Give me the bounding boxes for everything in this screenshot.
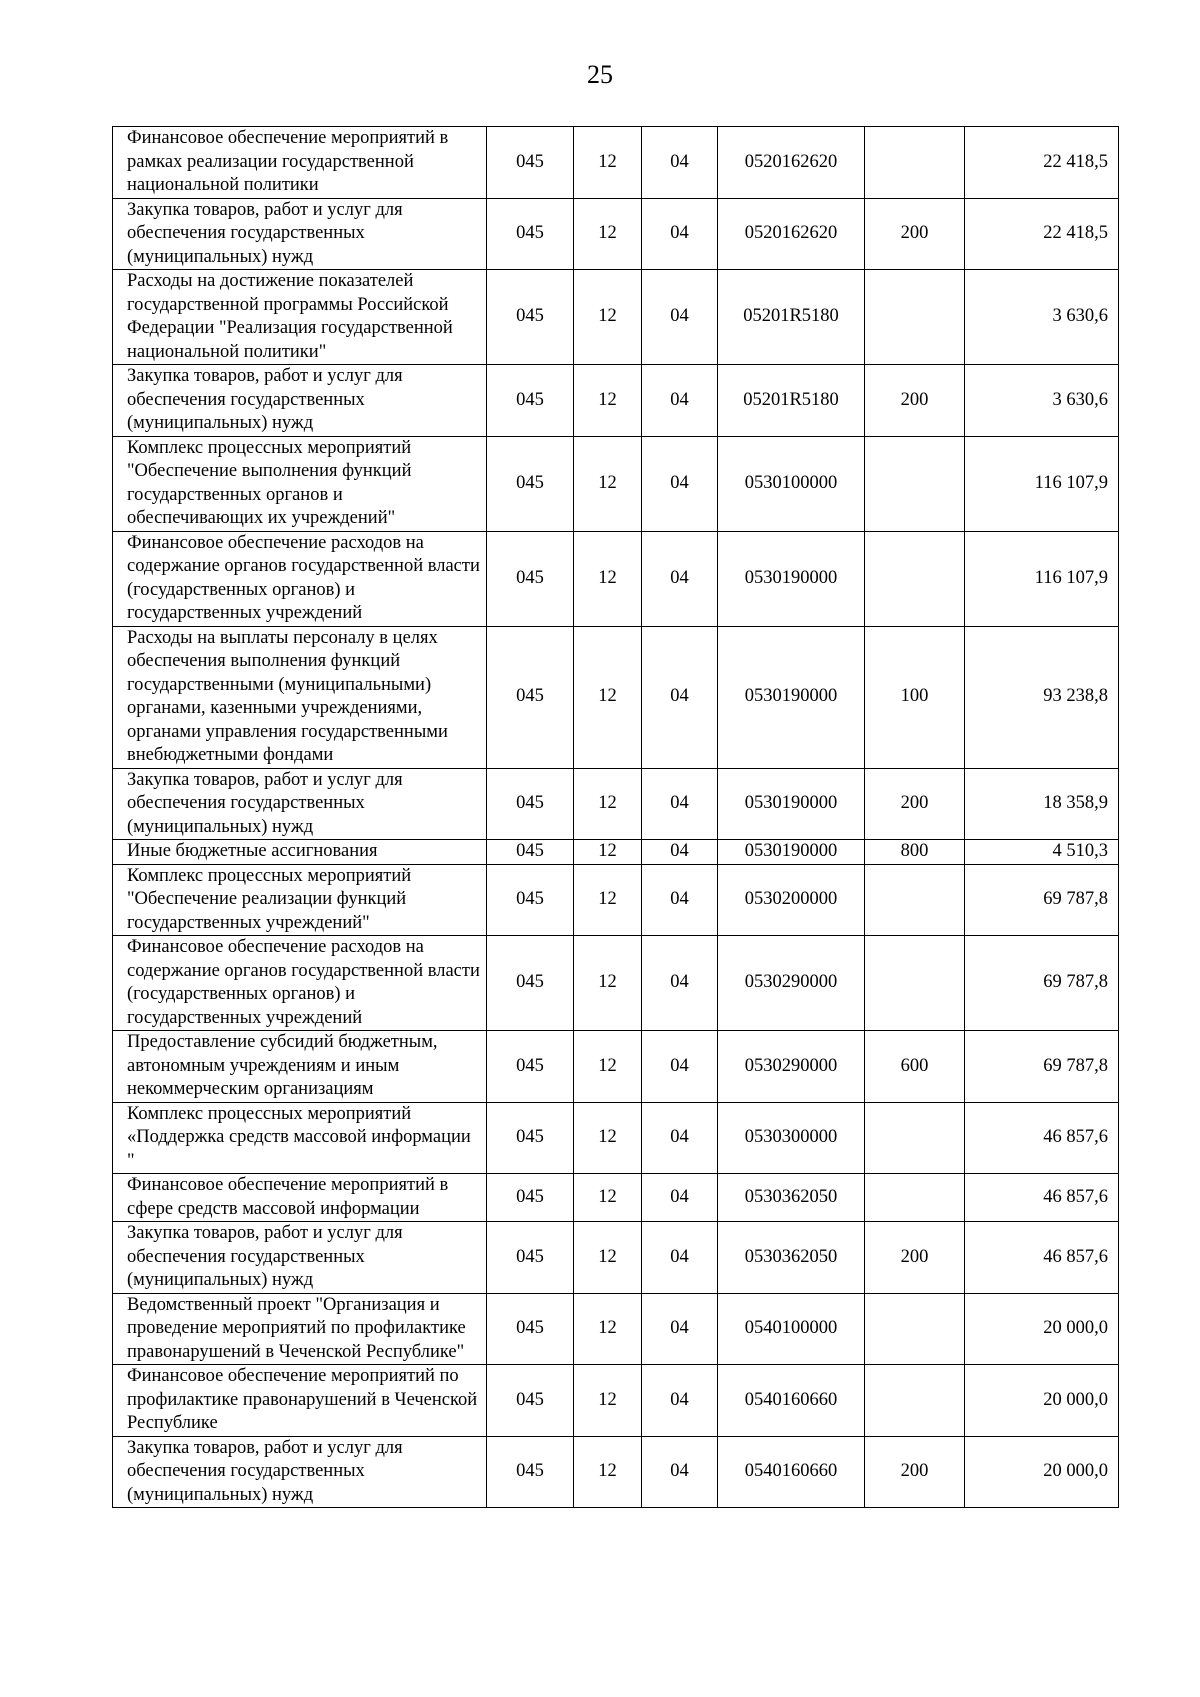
amount-cell: 93 238,8	[965, 626, 1119, 768]
budget-table	[112, 126, 1119, 1508]
subsection-code-cell: 04	[642, 768, 718, 840]
table-row	[113, 127, 1119, 199]
ministry-code-cell: 045	[487, 198, 574, 270]
amount-cell: 20 000,0	[965, 1365, 1119, 1437]
ministry-code-cell: 045	[487, 1102, 574, 1174]
expense-type-cell: 200	[865, 198, 965, 270]
page-number: 25	[587, 60, 613, 89]
table-row	[113, 1174, 1119, 1222]
target-article-cell: 0530190000	[718, 840, 865, 865]
expense-type-cell: 600	[865, 1031, 965, 1103]
expense-name-cell: Расходы на достижение показателей государственной программы Российской Федерации "Реализация государственной национальной политики"	[113, 270, 487, 365]
expense-name-cell: Финансовое обеспечение мероприятий по профилактике правонарушений в Чеченской Республике	[113, 1365, 487, 1437]
expense-name-cell: Финансовое обеспечение расходов на содержание органов государственной власти (государственных органов) и государственных учреждений	[113, 936, 487, 1031]
table-row	[113, 1031, 1119, 1103]
subsection-code-cell: 04	[642, 1031, 718, 1103]
amount-cell: 69 787,8	[965, 1031, 1119, 1103]
subsection-code-cell: 04	[642, 864, 718, 936]
target-article-cell: 0530200000	[718, 864, 865, 936]
expense-name-cell: Комплекс процессных мероприятий "Обеспечение выполнения функций государственных органов и обеспечивающих их учреждений"	[113, 436, 487, 531]
section-code-cell: 12	[574, 840, 642, 865]
expense-type-cell	[865, 127, 965, 199]
target-article-cell: 0530190000	[718, 531, 865, 626]
expense-name-cell: Комплекс процессных мероприятий "Обеспечение реализации функций государственных учреждений"	[113, 864, 487, 936]
expense-name-cell: Закупка товаров, работ и услуг для обеспечения государственных (муниципальных) нужд	[113, 768, 487, 840]
table-row	[113, 626, 1119, 768]
table-row	[113, 936, 1119, 1031]
target-article-cell: 0540160660	[718, 1365, 865, 1437]
section-code-cell: 12	[574, 198, 642, 270]
subsection-code-cell: 04	[642, 127, 718, 199]
target-article-cell: 05201R5180	[718, 365, 865, 437]
ministry-code-cell: 045	[487, 864, 574, 936]
table-row	[113, 1436, 1119, 1508]
subsection-code-cell: 04	[642, 436, 718, 531]
budget-table-body	[113, 127, 1119, 1508]
expense-type-cell	[865, 1102, 965, 1174]
subsection-code-cell: 04	[642, 531, 718, 626]
amount-cell: 46 857,6	[965, 1102, 1119, 1174]
target-article-cell: 0530100000	[718, 436, 865, 531]
amount-cell: 46 857,6	[965, 1222, 1119, 1294]
table-row	[113, 1102, 1119, 1174]
target-article-cell: 0530290000	[718, 1031, 865, 1103]
amount-cell: 3 630,6	[965, 270, 1119, 365]
expense-name-cell: Финансовое обеспечение мероприятий в сфере средств массовой информации	[113, 1174, 487, 1222]
expense-type-cell	[865, 270, 965, 365]
expense-name-cell: Иные бюджетные ассигнования	[113, 840, 487, 865]
expense-type-cell: 200	[865, 1436, 965, 1508]
subsection-code-cell: 04	[642, 270, 718, 365]
ministry-code-cell: 045	[487, 1436, 574, 1508]
section-code-cell: 12	[574, 936, 642, 1031]
ministry-code-cell: 045	[487, 1031, 574, 1103]
table-row	[113, 270, 1119, 365]
ministry-code-cell: 045	[487, 626, 574, 768]
expense-name-cell: Комплекс процессных мероприятий «Поддержка средств массовой информации "	[113, 1102, 487, 1174]
expense-name-cell: Закупка товаров, работ и услуг для обеспечения государственных (муниципальных) нужд	[113, 198, 487, 270]
target-article-cell: 0530362050	[718, 1222, 865, 1294]
expense-name-cell: Закупка товаров, работ и услуг для обеспечения государственных (муниципальных) нужд	[113, 1222, 487, 1294]
target-article-cell: 0520162620	[718, 127, 865, 199]
section-code-cell: 12	[574, 626, 642, 768]
expense-name-cell: Закупка товаров, работ и услуг для обеспечения государственных (муниципальных) нужд	[113, 365, 487, 437]
expense-type-cell	[865, 1365, 965, 1437]
section-code-cell: 12	[574, 768, 642, 840]
expense-type-cell: 200	[865, 1222, 965, 1294]
section-code-cell: 12	[574, 365, 642, 437]
subsection-code-cell: 04	[642, 1436, 718, 1508]
section-code-cell: 12	[574, 1174, 642, 1222]
subsection-code-cell: 04	[642, 626, 718, 768]
table-row	[113, 1222, 1119, 1294]
expense-type-cell: 100	[865, 626, 965, 768]
amount-cell: 20 000,0	[965, 1293, 1119, 1365]
target-article-cell: 0520162620	[718, 198, 865, 270]
section-code-cell: 12	[574, 1222, 642, 1294]
expense-type-cell	[865, 936, 965, 1031]
subsection-code-cell: 04	[642, 936, 718, 1031]
expense-type-cell: 200	[865, 365, 965, 437]
section-code-cell: 12	[574, 436, 642, 531]
expense-name-cell: Финансовое обеспечение расходов на содержание органов государственной власти (государственных органов) и государственных учреждений	[113, 531, 487, 626]
ministry-code-cell: 045	[487, 1222, 574, 1294]
table-row	[113, 864, 1119, 936]
subsection-code-cell: 04	[642, 1222, 718, 1294]
section-code-cell: 12	[574, 1365, 642, 1437]
expense-type-cell	[865, 531, 965, 626]
ministry-code-cell: 045	[487, 270, 574, 365]
table-row	[113, 365, 1119, 437]
amount-cell: 69 787,8	[965, 864, 1119, 936]
target-article-cell: 0530190000	[718, 626, 865, 768]
ministry-code-cell: 045	[487, 531, 574, 626]
section-code-cell: 12	[574, 1436, 642, 1508]
section-code-cell: 12	[574, 127, 642, 199]
expense-type-cell: 800	[865, 840, 965, 865]
amount-cell: 3 630,6	[965, 365, 1119, 437]
amount-cell: 4 510,3	[965, 840, 1119, 865]
table-row	[113, 198, 1119, 270]
expense-type-cell	[865, 864, 965, 936]
amount-cell: 22 418,5	[965, 127, 1119, 199]
ministry-code-cell: 045	[487, 840, 574, 865]
expense-type-cell: 200	[865, 768, 965, 840]
ministry-code-cell: 045	[487, 1365, 574, 1437]
subsection-code-cell: 04	[642, 365, 718, 437]
table-row	[113, 840, 1119, 865]
table-row	[113, 531, 1119, 626]
amount-cell: 116 107,9	[965, 436, 1119, 531]
amount-cell: 46 857,6	[965, 1174, 1119, 1222]
ministry-code-cell: 045	[487, 1174, 574, 1222]
ministry-code-cell: 045	[487, 768, 574, 840]
section-code-cell: 12	[574, 1293, 642, 1365]
amount-cell: 69 787,8	[965, 936, 1119, 1031]
amount-cell: 20 000,0	[965, 1436, 1119, 1508]
target-article-cell: 0540160660	[718, 1436, 865, 1508]
subsection-code-cell: 04	[642, 1365, 718, 1437]
amount-cell: 116 107,9	[965, 531, 1119, 626]
ministry-code-cell: 045	[487, 436, 574, 531]
subsection-code-cell: 04	[642, 198, 718, 270]
table-row	[113, 1293, 1119, 1365]
section-code-cell: 12	[574, 1031, 642, 1103]
amount-cell: 18 358,9	[965, 768, 1119, 840]
expense-type-cell	[865, 1174, 965, 1222]
target-article-cell: 0530190000	[718, 768, 865, 840]
subsection-code-cell: 04	[642, 1102, 718, 1174]
target-article-cell: 0530300000	[718, 1102, 865, 1174]
target-article-cell: 0530362050	[718, 1174, 865, 1222]
ministry-code-cell: 045	[487, 936, 574, 1031]
expense-name-cell: Ведомственный проект "Организация и проведение мероприятий по профилактике правонарушений в Чеченской Республике"	[113, 1293, 487, 1365]
expense-type-cell	[865, 436, 965, 531]
target-article-cell: 05201R5180	[718, 270, 865, 365]
expense-name-cell: Закупка товаров, работ и услуг для обеспечения государственных (муниципальных) нужд	[113, 1436, 487, 1508]
expense-name-cell: Расходы на выплаты персоналу в целях обеспечения выполнения функций государственными (муниципальными) органами, казенными учреждениями, органами управления государственными внебюджетными фондами	[113, 626, 487, 768]
section-code-cell: 12	[574, 1102, 642, 1174]
expense-name-cell: Финансовое обеспечение мероприятий в рамках реализации государственной национальной политики	[113, 127, 487, 199]
table-row	[113, 768, 1119, 840]
subsection-code-cell: 04	[642, 1174, 718, 1222]
ministry-code-cell: 045	[487, 365, 574, 437]
expense-type-cell	[865, 1293, 965, 1365]
expense-name-cell: Предоставление субсидий бюджетным, автономным учреждениям и иным некоммерческим организациям	[113, 1031, 487, 1103]
target-article-cell: 0530290000	[718, 936, 865, 1031]
section-code-cell: 12	[574, 864, 642, 936]
amount-cell: 22 418,5	[965, 198, 1119, 270]
section-code-cell: 12	[574, 270, 642, 365]
subsection-code-cell: 04	[642, 1293, 718, 1365]
ministry-code-cell: 045	[487, 1293, 574, 1365]
ministry-code-cell: 045	[487, 127, 574, 199]
table-row	[113, 436, 1119, 531]
target-article-cell: 0540100000	[718, 1293, 865, 1365]
subsection-code-cell: 04	[642, 840, 718, 865]
section-code-cell: 12	[574, 531, 642, 626]
table-row	[113, 1365, 1119, 1437]
